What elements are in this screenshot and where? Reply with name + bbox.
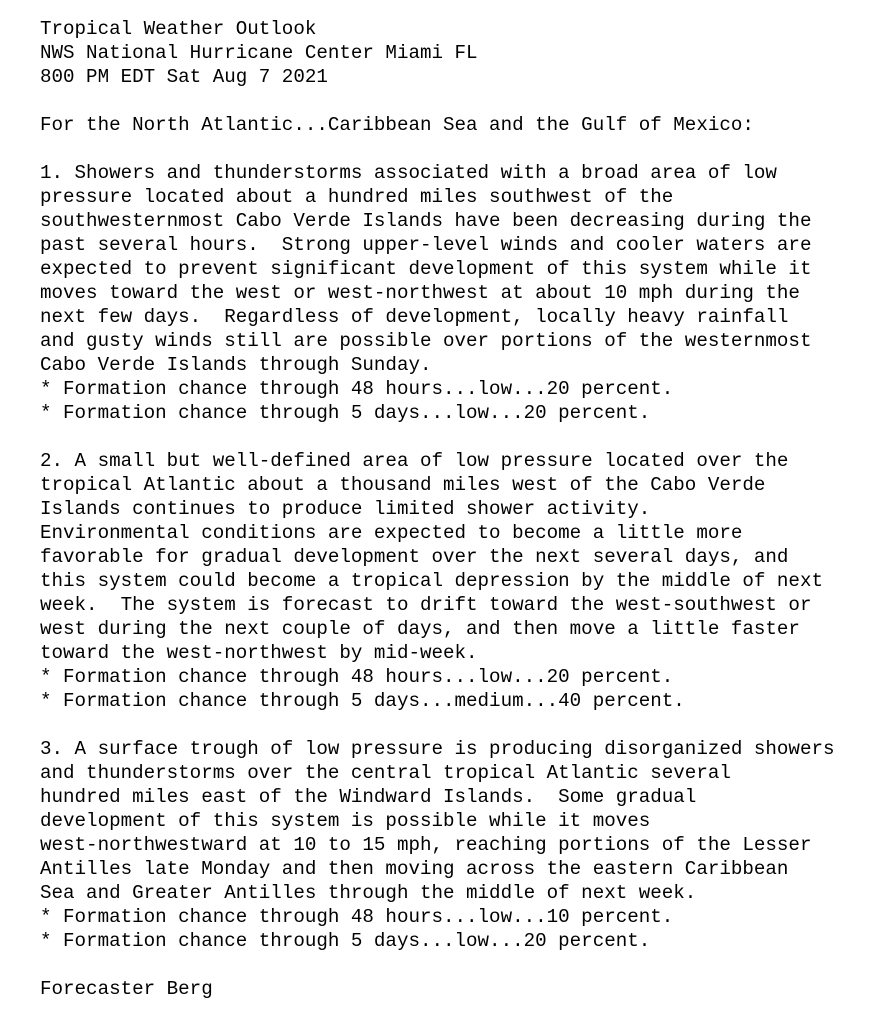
discussion-line: expected to prevent significant development of this system while it — [40, 258, 812, 280]
discussion-line: favorable for gradual development over the next several days, and — [40, 546, 789, 568]
discussion-line: development of this system is possible while it moves — [40, 810, 651, 832]
discussion-line: tropical Atlantic about a thousand miles west of the Cabo Verde — [40, 474, 766, 496]
system-1-discussion — [40, 161, 835, 425]
discussion-line: moves toward the west or west-northwest at about 10 mph during the — [40, 282, 800, 304]
discussion-line: Environmental conditions are expected to become a little more — [40, 522, 743, 544]
issuing-office: NWS National Hurricane Center Miami FL — [40, 42, 478, 64]
discussion-line: hundred miles east of the Windward Islands. Some gradual — [40, 786, 697, 808]
discussion-line: 3. A surface trough of low pressure is producing disorganized showers — [40, 738, 835, 760]
system-2-discussion — [40, 449, 835, 713]
formation-chance-48h: * Formation chance through 48 hours...low...20 percent. — [40, 378, 674, 400]
formation-chance-5d: * Formation chance through 5 days...low...20 percent. — [40, 402, 651, 424]
discussion-line: Islands continues to produce limited shower activity. — [40, 498, 651, 520]
discussion-line: next few days. Regardless of development, locally heavy rainfall — [40, 306, 789, 328]
formation-chance-5d: * Formation chance through 5 days...medium...40 percent. — [40, 690, 685, 712]
discussion-line: Cabo Verde Islands through Sunday. — [40, 354, 432, 376]
discussion-line: west during the next couple of days, and then move a little faster — [40, 618, 800, 640]
area-statement: For the North Atlantic...Caribbean Sea and the Gulf of Mexico: — [40, 114, 754, 136]
discussion-line: this system could become a tropical depression by the middle of next — [40, 570, 823, 592]
discussion-line: and gusty winds still are possible over portions of the westernmost — [40, 330, 812, 352]
blank-line — [40, 89, 835, 113]
system-3-discussion — [40, 737, 835, 953]
discussion-line: pressure located about a hundred miles southwest of the — [40, 186, 674, 208]
discussion-line: week. The system is forecast to drift toward the west-southwest or — [40, 594, 812, 616]
discussion-line: southwesternmost Cabo Verde Islands have been decreasing during the — [40, 210, 812, 232]
blank-line — [40, 425, 835, 449]
formation-chance-48h: * Formation chance through 48 hours...low...10 percent. — [40, 906, 674, 928]
discussion-line: toward the west-northwest by mid-week. — [40, 642, 478, 664]
forecaster-signature: Forecaster Berg — [40, 978, 213, 1000]
blank-line — [40, 713, 835, 737]
discussion-line: Antilles late Monday and then moving across the eastern Caribbean — [40, 858, 789, 880]
issue-time: 800 PM EDT Sat Aug 7 2021 — [40, 66, 328, 88]
discussion-line: Sea and Greater Antilles through the middle of next week. — [40, 882, 697, 904]
discussion-line: 2. A small but well-defined area of low pressure located over the — [40, 450, 789, 472]
formation-chance-48h: * Formation chance through 48 hours...low...20 percent. — [40, 666, 674, 688]
discussion-line: 1. Showers and thunderstorms associated with a broad area of low — [40, 162, 777, 184]
outlook-document — [40, 17, 835, 1001]
blank-line — [40, 137, 835, 161]
discussion-line: west-northwestward at 10 to 15 mph, reaching portions of the Lesser — [40, 834, 812, 856]
discussion-line: past several hours. Strong upper-level winds and cooler waters are — [40, 234, 812, 256]
blank-line — [40, 953, 835, 977]
outlook-title: Tropical Weather Outlook — [40, 18, 317, 40]
formation-chance-5d: * Formation chance through 5 days...low...20 percent. — [40, 930, 651, 952]
discussion-line: and thunderstorms over the central tropical Atlantic several — [40, 762, 731, 784]
